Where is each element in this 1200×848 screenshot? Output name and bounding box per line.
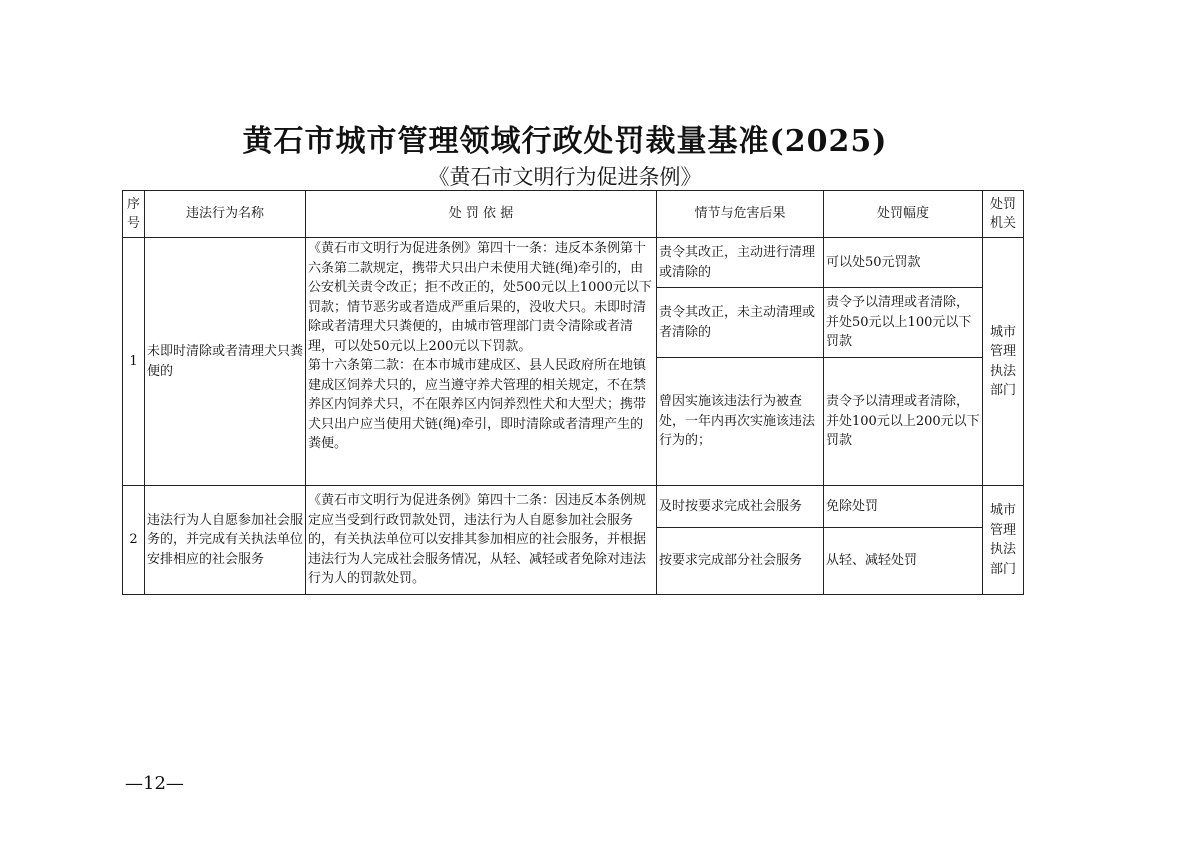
header-num: 序 号 xyxy=(123,191,145,238)
table-header-row xyxy=(123,191,1024,238)
table-row xyxy=(123,486,1024,528)
header-name: 违法行为名称 xyxy=(145,191,306,238)
penalty-range-cell: 可以处50元罚款 xyxy=(824,238,983,288)
document-subtitle: 《黄石市文明行为促进条例》 xyxy=(428,165,702,189)
authority-cell: 城市 管理 执法 部门 xyxy=(983,238,1024,486)
header-basis: 处 罚 依 据 xyxy=(306,191,657,238)
circumstance-cell: 责令其改正，未主动清理或者清除的 xyxy=(657,288,824,358)
authority-cell: 城市 管理 执法 部门 xyxy=(983,486,1024,595)
header-authority: 处罚 机关 xyxy=(983,191,1024,238)
violation-name: 违法行为人自愿参加社会服务的，并完成有关执法单位安排相应的社会服务 xyxy=(145,486,306,595)
header-range: 处罚幅度 xyxy=(824,191,983,238)
table-row xyxy=(123,238,1024,288)
circumstance-cell: 按要求完成部分社会服务 xyxy=(657,528,824,595)
circumstance-cell: 责令其改正，主动进行清理或清除的 xyxy=(657,238,824,288)
penalty-range-cell: 责令予以清理或者清除，并处100元以上200元以下罚款 xyxy=(824,358,983,486)
penalty-standard-table xyxy=(122,190,1024,595)
circumstance-cell: 曾因实施该违法行为被查处，一年内再次实施该违法行为的； xyxy=(657,358,824,486)
row-num: 1 xyxy=(123,238,145,486)
page-number: —12— xyxy=(125,773,184,794)
penalty-range-cell: 责令予以清理或者清除，并处50元以上100元以下罚款 xyxy=(824,288,983,358)
circumstance-cell: 及时按要求完成社会服务 xyxy=(657,486,824,528)
violation-name: 未即时清除或者清理犬只粪便的 xyxy=(145,238,306,486)
row-num: 2 xyxy=(123,486,145,595)
header-circumstance: 情节与危害后果 xyxy=(657,191,824,238)
legal-basis: 《黄石市文明行为促进条例》第四十一条：违反本条例第十六条第二款规定，携带犬只出户未使用犬链(绳)牵引的，由公安机关责令改正；拒不改正的，处500元以上1000元以下罚款；情节恶劣或者造成严重后果的，没收犬只。未即时清除或者清理犬只粪便的，由城市管理部门责令清除或者清理，可以处50元以上200元以下罚款。 第十六条第二款：在本市城市建成区、县人民政府所在地镇建成区饲养犬只的，应当遵守养犬管理的相关规定，不在禁养区内饲养犬只，不在限养区内饲养烈性犬和大型犬；携带犬只出户应当使用犬链(绳)牵引，即时清除或者清理产生的粪便。 xyxy=(306,238,657,486)
penalty-range-cell: 从轻、减轻处罚 xyxy=(824,528,983,595)
legal-basis: 《黄石市文明行为促进条例》第四十二条：因违反本条例规定应当受到行政罚款处罚，违法行为人自愿参加社会服务的，有关执法单位可以安排其参加相应的社会服务，并根据违法行为人完成社会服务情况，从轻、减轻或者免除对违法行为人的罚款处罚。 xyxy=(306,486,657,595)
penalty-range-cell: 免除处罚 xyxy=(824,486,983,528)
document-title: 黄石市城市管理领域行政处罚裁量基准(2025) xyxy=(242,124,888,159)
